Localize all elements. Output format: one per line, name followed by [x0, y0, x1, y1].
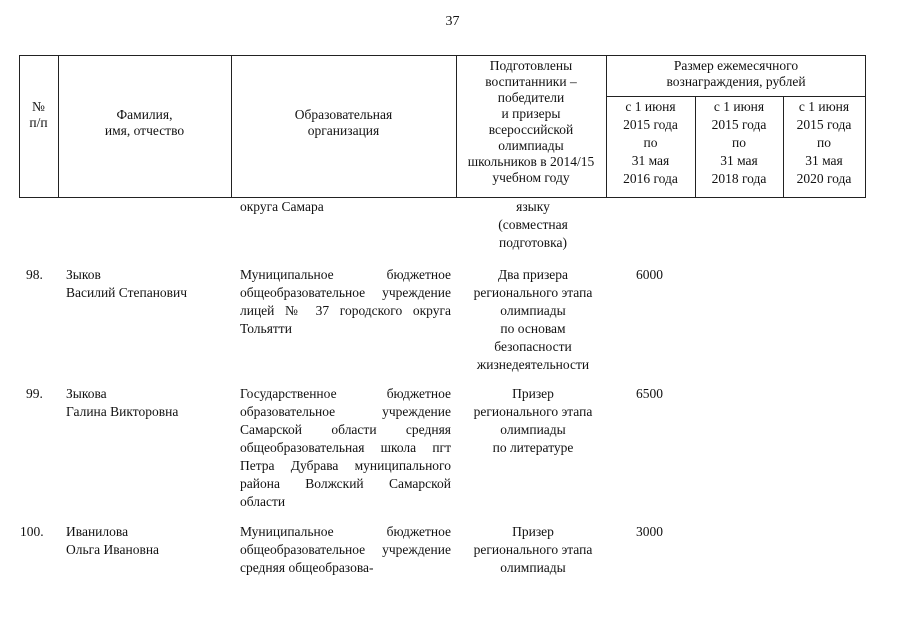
row-name — [66, 385, 236, 421]
continuation-prepared — [458, 198, 608, 252]
header-text: школьников в 2014/15 — [467, 154, 595, 169]
text-line: Зыкова — [66, 386, 107, 401]
reward-subheader-border — [606, 96, 866, 97]
header-text: олимпиады — [498, 138, 564, 153]
text-line: Два призера — [497, 267, 569, 282]
text-line: Призер — [512, 386, 554, 401]
header-org — [231, 107, 456, 139]
text-line: по основам — [500, 321, 566, 336]
table-header — [19, 55, 866, 198]
text-line: регионального этапа — [473, 542, 593, 557]
text-line: Призер — [512, 524, 554, 539]
row-prepared — [458, 385, 608, 457]
text-line: подготовка) — [499, 235, 567, 250]
row-number: 98. — [26, 267, 43, 282]
header-text: Фамилия, — [116, 107, 173, 122]
row-org: Муниципальное бюджетное общеобразовательное учреждение средняя общеобразова- — [240, 524, 451, 575]
page-number: 37 — [445, 14, 460, 29]
text-line: олимпиады — [500, 422, 566, 437]
header-text: 2016 года — [623, 171, 678, 186]
continuation-org: округа Самара — [240, 199, 324, 214]
header-text: по — [732, 135, 746, 150]
header-text: Подготовлены — [489, 58, 573, 73]
text-line: Зыков — [66, 267, 101, 282]
header-text: 2015 года — [796, 117, 852, 132]
header-text: победители — [497, 90, 565, 105]
text-line: по литературе — [492, 440, 574, 455]
header-text: 2015 года — [711, 117, 767, 132]
row-amount: 3000 — [636, 524, 663, 539]
header-name — [58, 107, 231, 139]
header-text: вознаграждения, рублей — [666, 74, 806, 89]
header-period-2018 — [695, 98, 783, 188]
row-number: 100. — [20, 524, 44, 539]
row-amount: 6000 — [636, 267, 663, 282]
header-text: по — [817, 135, 831, 150]
row-name — [66, 523, 236, 559]
header-text: 2015 года — [623, 117, 678, 132]
text-line: безопасности — [494, 339, 572, 354]
row-number: 99. — [26, 386, 43, 401]
text-line: (совместная — [498, 217, 568, 232]
header-text: с 1 июня — [798, 99, 850, 114]
header-text: и призеры — [501, 106, 561, 121]
row-prepared — [458, 266, 608, 374]
header-text: 2020 года — [796, 171, 852, 186]
row-org: Государственное бюджетное образовательное учреждение Самарской области средняя общеобразовательная школа пгт Петра Дубрава муниципального района Волжский Самарской области — [240, 386, 451, 509]
text-line: Василий Степанович — [66, 285, 188, 300]
header-text: Размер ежемесячного — [673, 58, 799, 73]
text-line: жизнедеятельности — [476, 357, 590, 372]
header-text: воспитанники – — [485, 74, 577, 89]
header-text: Образовательная — [294, 107, 393, 122]
text-line: регионального этапа — [473, 285, 593, 300]
text-line: олимпиады — [500, 560, 566, 575]
header-text: с 1 июня — [713, 99, 765, 114]
header-text: по — [643, 135, 658, 150]
header-text: 31 мая — [720, 153, 758, 168]
header-text: п/п — [29, 115, 48, 130]
header-text: имя, отчество — [104, 123, 185, 138]
header-text: организация — [307, 123, 380, 138]
header-text: 31 мая — [805, 153, 843, 168]
header-text: учебном году — [492, 170, 570, 185]
header-text: с 1 июня — [625, 99, 676, 114]
text-line: Ольга Ивановна — [66, 542, 160, 557]
row-amount: 6500 — [636, 386, 663, 401]
header-top-border — [19, 55, 866, 56]
header-text: 2018 года — [711, 171, 767, 186]
row-org: Муниципальное бюджетное общеобразовательное учреждение лицей № 37 городского округа Тольятти — [240, 267, 451, 336]
header-period-2016 — [606, 98, 695, 188]
text-line: олимпиады — [500, 303, 566, 318]
header-text: 31 мая — [631, 153, 670, 168]
header-prepared — [456, 58, 606, 186]
header-text: № — [32, 99, 45, 114]
header-num — [19, 99, 58, 131]
row-prepared — [458, 523, 608, 577]
row-name — [66, 266, 236, 302]
text-line: языку — [516, 199, 550, 214]
header-period-2020 — [783, 98, 865, 188]
header-reward — [606, 58, 866, 90]
header-text: всероссийской — [488, 122, 574, 137]
text-line: Иванилова — [66, 524, 129, 539]
text-line: Галина Викторовна — [66, 404, 179, 419]
text-line: регионального этапа — [473, 404, 593, 419]
